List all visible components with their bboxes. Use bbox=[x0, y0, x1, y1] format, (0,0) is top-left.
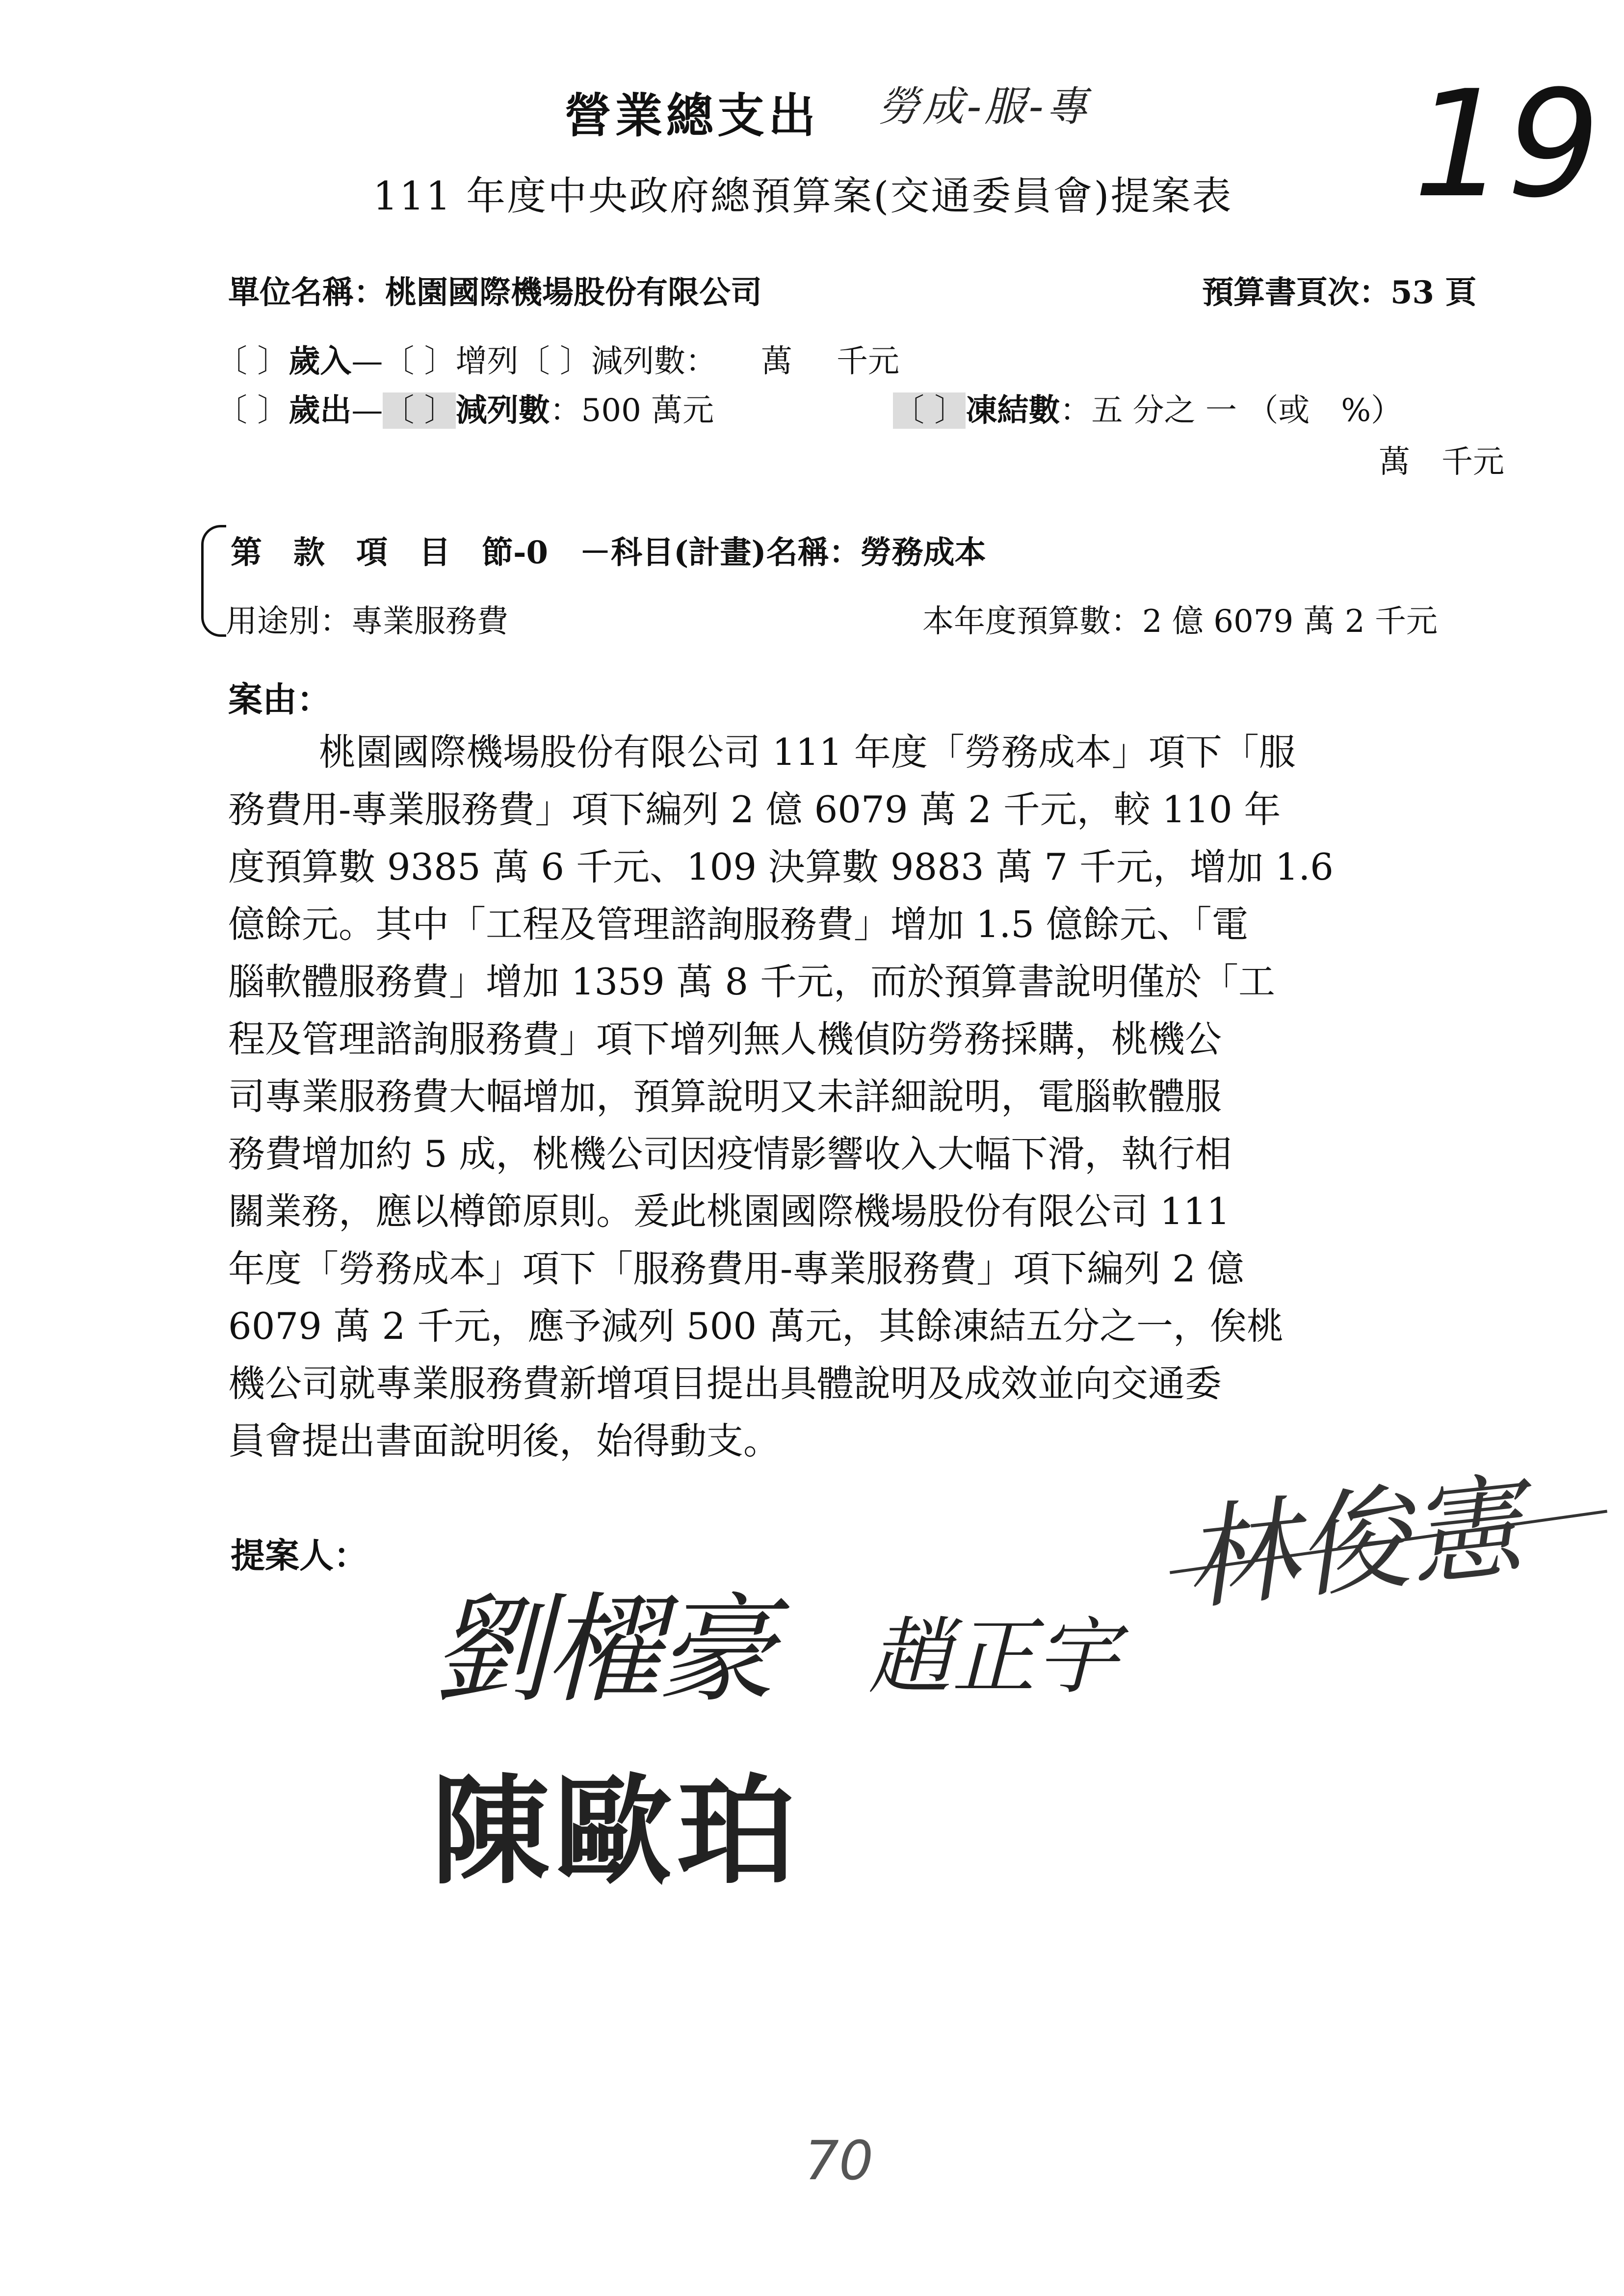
reason-title: 案由： bbox=[228, 679, 331, 720]
freeze-value: ：五 分之 一 （或 %） bbox=[1060, 392, 1403, 429]
document-title: 111 年度中央政府總預算案(交通委員會)提案表 bbox=[373, 173, 1233, 219]
freeze-amount-unit: 萬 千元 bbox=[1379, 444, 1504, 480]
revenue-line bbox=[216, 336, 899, 381]
use-category: 用途別：專業服務費 bbox=[226, 603, 508, 640]
reason-line: 度預算數 9385 萬 6 千元、109 決算數 9883 萬 7 千元，增加 1.6 bbox=[228, 845, 1334, 888]
annual-budget: 本年度預算數：2 億 6079 萬 2 千元 bbox=[922, 603, 1438, 640]
freeze-line bbox=[893, 385, 1402, 430]
signature: 劉櫂豪 bbox=[432, 1581, 771, 1719]
expense-bracket: 〔 〕 bbox=[216, 392, 289, 429]
reason-line: 關業務，應以樽節原則。爰此桃園國際機場股份有限公司 111 bbox=[228, 1190, 1230, 1233]
reason-line: 務費增加約 5 成，桃機公司因疫情影響收入大幅下滑，執行相 bbox=[228, 1132, 1232, 1175]
reason-line: 腦軟體服務費」增加 1359 萬 8 千元，而於預算書說明僅於「工 bbox=[228, 960, 1275, 1003]
expense-dash: — bbox=[351, 392, 383, 429]
signature: 林俊憲 bbox=[1178, 1461, 1528, 1627]
revenue-increase: 〔 〕增列 bbox=[383, 343, 519, 380]
expense-line bbox=[216, 385, 714, 430]
handwritten-note: 勞成-服-專 bbox=[878, 82, 1091, 130]
budget-page: 預算書頁次：53 頁 bbox=[1202, 274, 1477, 311]
item-line: 第 款 項 目 節-0 －科目(計畫)名稱：勞務成本 bbox=[231, 534, 986, 571]
reason-body bbox=[228, 724, 1440, 1470]
revenue-qian: 千元 bbox=[837, 343, 900, 380]
reason-line: 程及管理諮詢服務費」項下增列無人機偵防勞務採購，桃機公 bbox=[228, 1018, 1222, 1061]
revenue-bracket: 〔 〕 bbox=[216, 343, 289, 380]
freeze-label: 凍結數 bbox=[966, 392, 1060, 429]
reason-line: 桃園國際機場股份有限公司 111 年度「勞務成本」項下「服 bbox=[319, 731, 1296, 774]
stamp-text: 營業總支出 bbox=[564, 88, 819, 143]
reason-line: 務費用-專業服務費」項下編列 2 億 6079 萬 2 千元，較 110 年 bbox=[228, 788, 1281, 831]
reason-line: 司專業服務費大幅增加，預算說明又未詳細說明，電腦軟體服 bbox=[228, 1075, 1222, 1118]
reason-line: 6079 萬 2 千元，應予減列 500 萬元，其餘凍結五分之一，俟桃 bbox=[228, 1305, 1283, 1348]
signature: 陳歐珀 bbox=[432, 1763, 800, 1900]
reason-line: 員會提出書面說明後，始得動支。 bbox=[228, 1419, 781, 1462]
revenue-decrease: 〔 〕減列數： bbox=[518, 343, 717, 380]
item-bracket bbox=[201, 525, 226, 637]
page-number: 19 bbox=[1413, 59, 1600, 230]
revenue-dash: — bbox=[351, 343, 383, 380]
freeze-bracket: 〔 〕 bbox=[893, 392, 966, 429]
reason-line: 億餘元。其中「工程及管理諮詢服務費」增加 1.5 億餘元、「電 bbox=[228, 903, 1249, 946]
reason-line: 機公司就專業服務費新增項目提出具體說明及成效並向交通委 bbox=[228, 1362, 1222, 1405]
expense-decrease-bracket: 〔 〕 bbox=[383, 392, 456, 429]
revenue-label: 歲入 bbox=[288, 343, 352, 380]
expense-label: 歲出 bbox=[288, 392, 352, 429]
expense-decrease-value: ：500 萬元 bbox=[550, 392, 714, 429]
signature: 趙正宇 bbox=[868, 1609, 1119, 1706]
unit-name: 單位名稱：桃園國際機場股份有限公司 bbox=[228, 274, 762, 311]
reason-line: 年度「勞務成本」項下「服務費用-專業服務費」項下編列 2 億 bbox=[228, 1247, 1244, 1290]
proposer-label: 提案人： bbox=[231, 1535, 368, 1576]
footer-page-number: 70 bbox=[805, 2129, 873, 2192]
expense-decrease-label: 減列數 bbox=[455, 392, 550, 429]
revenue-wan: 萬 bbox=[761, 343, 793, 380]
